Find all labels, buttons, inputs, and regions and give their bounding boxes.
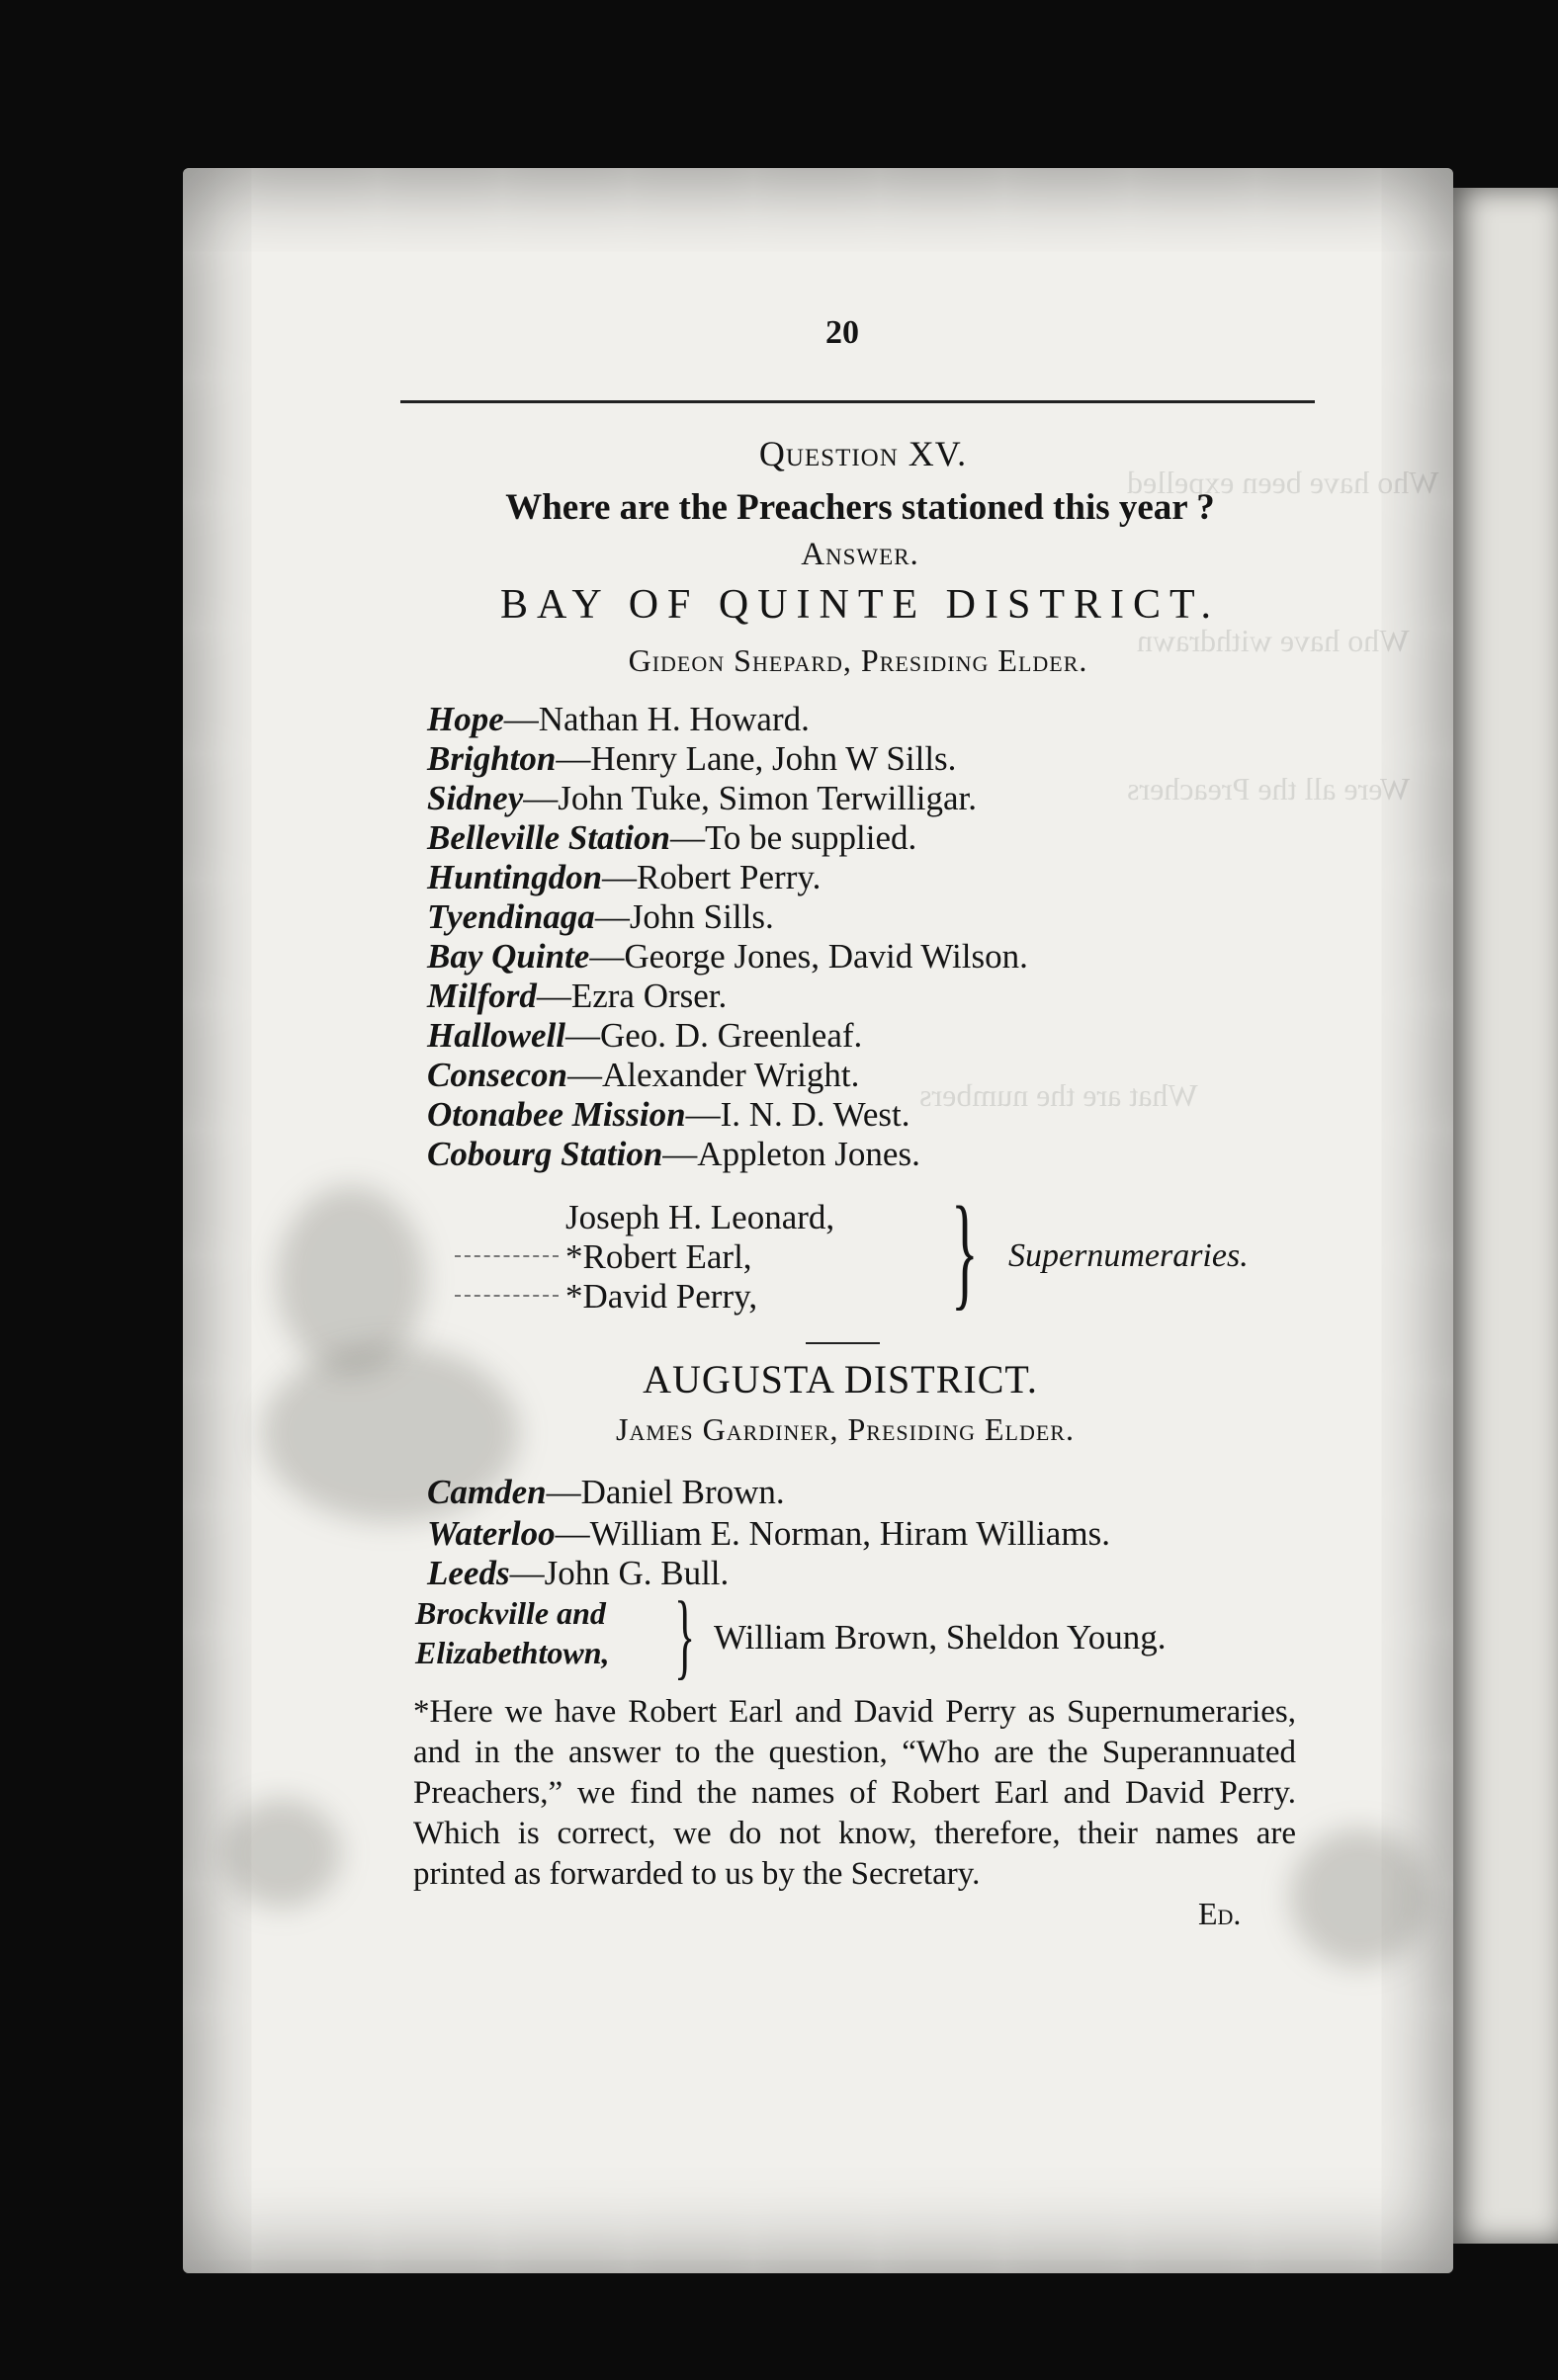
joint-station-places xyxy=(415,1593,610,1672)
station-entry: Cobourg Station—Appleton Jones. xyxy=(427,1135,920,1173)
station-entry: Consecon—Alexander Wright. xyxy=(427,1056,860,1094)
station-entry: Huntingdon—Robert Perry. xyxy=(427,858,822,896)
ink-stain xyxy=(1290,1828,1428,1967)
supernumerary-name: Joseph H. Leonard, xyxy=(565,1198,835,1236)
question-text: Where are the Preachers stationed this year ? xyxy=(505,487,1215,528)
station-place: Tyendinaga xyxy=(427,897,595,936)
show-through-text: Who have been expelled xyxy=(1127,465,1439,500)
station-preachers: William E. Norman, Hiram Williams. xyxy=(589,1514,1110,1553)
station-place: Camden xyxy=(427,1473,547,1511)
station-entry: Camden—Daniel Brown. xyxy=(427,1473,785,1511)
supernumeraries-group xyxy=(565,1181,1317,1326)
right-brace: } xyxy=(951,1181,979,1321)
supernumerary-name: *Robert Earl, xyxy=(565,1237,752,1276)
supernumerary-names xyxy=(565,1198,834,1317)
leader-dashes xyxy=(455,1255,559,1257)
station-preachers: Alexander Wright. xyxy=(601,1056,860,1094)
station-place: Consecon xyxy=(427,1056,567,1094)
station-place: Hallowell xyxy=(427,1016,565,1055)
station-place: Brockville and xyxy=(415,1595,606,1631)
station-entry: Belleville Station—To be supplied. xyxy=(427,818,917,857)
station-preachers: Nathan H. Howard. xyxy=(538,700,810,738)
station-entry: Hallowell—Geo. D. Greenleaf. xyxy=(427,1016,863,1055)
joint-station-entry xyxy=(415,1582,1305,1689)
section-divider xyxy=(806,1342,880,1344)
district-title: BAY OF QUINTE DISTRICT. xyxy=(499,582,1221,628)
station-entry: Otonabee Mission—I. N. D. West. xyxy=(427,1095,910,1134)
station-preachers: William Brown, Sheldon Young. xyxy=(714,1618,1167,1657)
station-preachers: Robert Perry. xyxy=(637,858,822,896)
station-preachers: George Jones, David Wilson. xyxy=(624,937,1028,976)
station-place: Waterloo xyxy=(427,1514,556,1553)
district-title: AUGUSTA DISTRICT. xyxy=(643,1357,1038,1402)
facing-page-edge xyxy=(1453,188,1558,2244)
show-through-text: Who have withdrawn xyxy=(1137,623,1410,658)
station-entry: Brighton—Henry Lane, John W Sills. xyxy=(427,739,957,778)
station-preachers: Daniel Brown. xyxy=(580,1473,785,1511)
station-place: Huntingdon xyxy=(427,858,603,896)
station-entry: Tyendinaga—John Sills. xyxy=(427,897,774,936)
station-preachers: John G. Bull. xyxy=(544,1554,730,1592)
station-place: Bay Quinte xyxy=(427,937,590,976)
page-number: 20 xyxy=(825,314,859,351)
station-entry: Hope—Nathan H. Howard. xyxy=(427,700,810,738)
station-entry: Leeds—John G. Bull. xyxy=(427,1554,730,1592)
station-preachers: John Tuke, Simon Terwilligar. xyxy=(558,779,977,817)
right-brace: } xyxy=(674,1582,696,1689)
show-through-text: Were all the Preachers xyxy=(1127,771,1411,807)
station-place: Otonabee Mission xyxy=(427,1095,686,1134)
station-preachers: Henry Lane, John W Sills. xyxy=(590,739,957,778)
leader-dashes xyxy=(455,1295,559,1297)
station-entry: Sidney—John Tuke, Simon Terwilligar. xyxy=(427,779,977,817)
station-place: Belleville Station xyxy=(427,818,670,857)
presiding-elder: James Gardiner, Presiding Elder. xyxy=(616,1411,1075,1447)
station-preachers: Geo. D. Greenleaf. xyxy=(600,1016,863,1055)
station-preachers: To be supplied. xyxy=(704,818,917,857)
station-entry: Waterloo—William E. Norman, Hiram Williams. xyxy=(427,1514,1110,1553)
station-place: Elizabethtown, xyxy=(415,1635,610,1670)
editor-signature: Ed. xyxy=(1198,1896,1242,1931)
editor-footnote: *Here we have Robert Earl and David Perry as Supernumeraries, and in the answer to the question, “Who are the Superannuated Preachers,” we find the names of Robert Earl and David Perry. Which is correct, we do not know, therefore, their names are printed as forwarded to us by the Secretary. xyxy=(413,1694,1296,1892)
answer-label: Answer. xyxy=(801,537,919,572)
station-place: Sidney xyxy=(427,779,524,817)
supernumerary-name: *David Perry, xyxy=(565,1277,758,1316)
station-preachers: Appleton Jones. xyxy=(697,1135,920,1173)
show-through-text: What are the numbers xyxy=(919,1077,1198,1113)
station-place: Leeds xyxy=(427,1554,510,1592)
station-place: Hope xyxy=(427,700,504,738)
station-place: Brighton xyxy=(427,739,557,778)
station-place: Cobourg Station xyxy=(427,1135,663,1173)
header-rule xyxy=(400,400,1315,403)
supernumeraries-label: Supernumeraries. xyxy=(1008,1237,1249,1274)
station-entry: Milford—Ezra Orser. xyxy=(427,977,728,1015)
station-preachers: Ezra Orser. xyxy=(570,977,728,1015)
station-place: Milford xyxy=(427,977,537,1015)
station-entry: Bay Quinte—George Jones, David Wilson. xyxy=(427,937,1028,976)
presiding-elder: Gideon Shepard, Presiding Elder. xyxy=(628,642,1088,678)
station-preachers: I. N. D. West. xyxy=(720,1095,910,1134)
station-preachers: John Sills. xyxy=(629,897,774,936)
ink-stain xyxy=(222,1799,341,1908)
question-heading: Question XV. xyxy=(758,434,968,473)
